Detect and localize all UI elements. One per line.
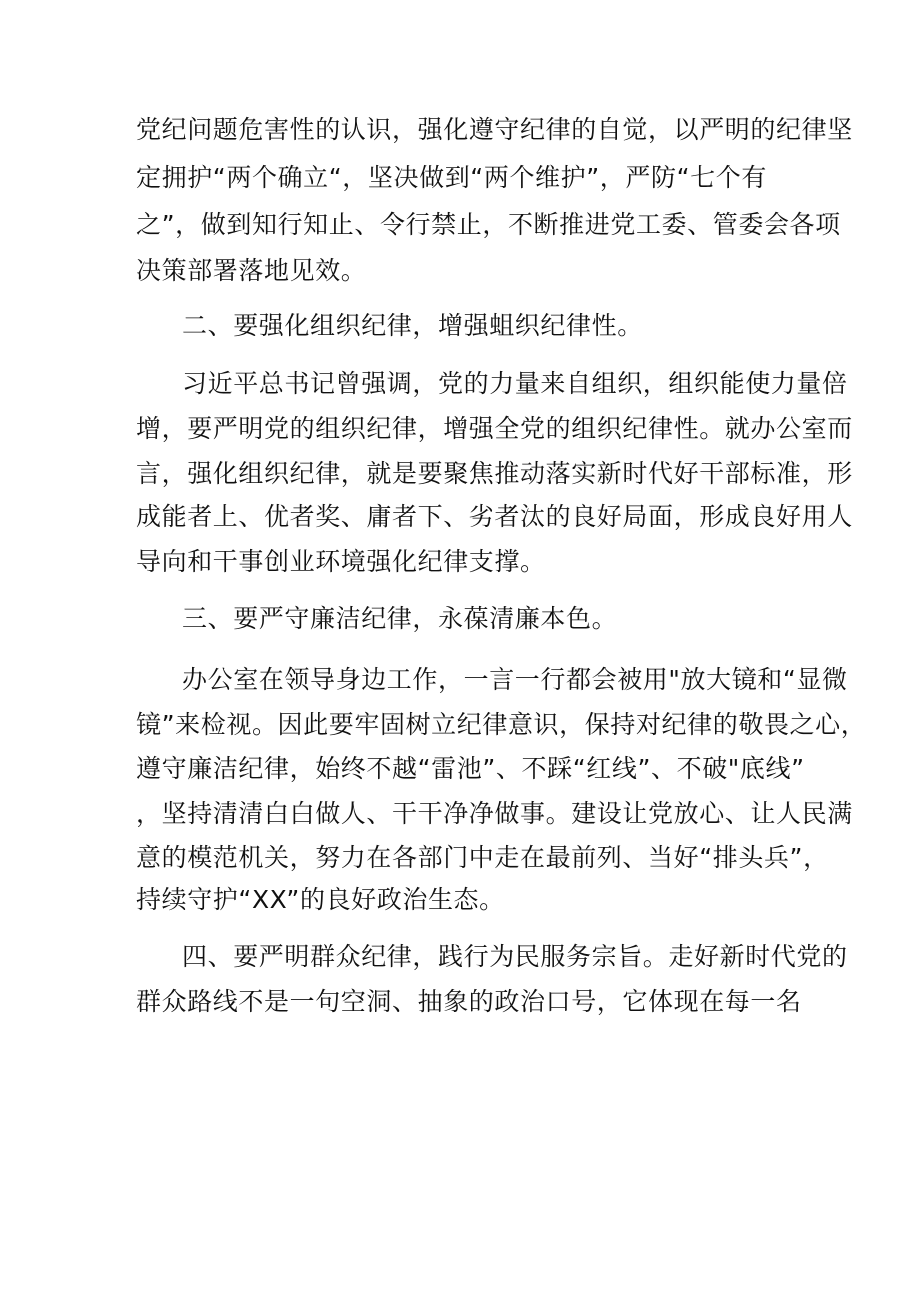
text-line: 言，强化组织纪律，就是要聚焦推动落实新时代好干部标准，形 — [136, 459, 853, 488]
text-line: 办公室在领导身边工作，一言一行都会被用"放大镜和“显微 — [182, 665, 848, 694]
text-line: 遵守廉洁纪律，始终不越“雷池”、不踩“红线”、不破"底线” — [136, 754, 805, 783]
text-line: 持续守护“XX”的良好政治生态。 — [136, 885, 505, 914]
text-line: 决策部署落地见效。 — [136, 256, 367, 285]
text-line: 群众路线不是一句空洞、抽象的政治口号，它体现在每一名 — [136, 987, 802, 1016]
text-line: ，坚持清清白白做人、干干净净做事。建设让党放心、让人民满 — [136, 799, 853, 828]
text-line: 之”，做到知行知止、令行禁止，不断推进党工委、管委会各项 — [136, 210, 841, 239]
text-line: 增，要严明党的组织纪律，增强全党的组织纪律性。就办公室而 — [136, 414, 853, 443]
text-line: 导向和干事创业环境强化纪律支撑。 — [136, 547, 546, 576]
text-line: 党纪问题危害性的认识，强化遵守纪律的自觉，以严明的纪律坚 — [136, 115, 853, 144]
section-heading: 三、要严守廉洁纪律，永葆清廉本色。 — [182, 604, 618, 633]
text-line: 四、要严明群众纪律，践行为民服务宗旨。走好新时代党的 — [182, 942, 848, 971]
text-line: 意的模范机关，努力在各部门中走在最前列、当好“排头兵”， — [136, 843, 829, 872]
text-line: 定拥护“两个确立“，坚决做到“两个维护”，严防“七个有 — [136, 163, 767, 192]
section-heading: 二、要强化组织纪律，增强蛆织纪律性。 — [182, 311, 643, 340]
text-line: 习近平总书记曾强调，党的力量来自组织，组织能使力量倍 — [182, 369, 848, 398]
text-line: 镜”来检视。因此要牢固树立纪律意识，保持对纪律的敬畏之心， — [136, 710, 867, 739]
text-line: 成能者上、优者奖、庸者下、劣者汰的良好局面，形成良好用人 — [136, 502, 853, 531]
